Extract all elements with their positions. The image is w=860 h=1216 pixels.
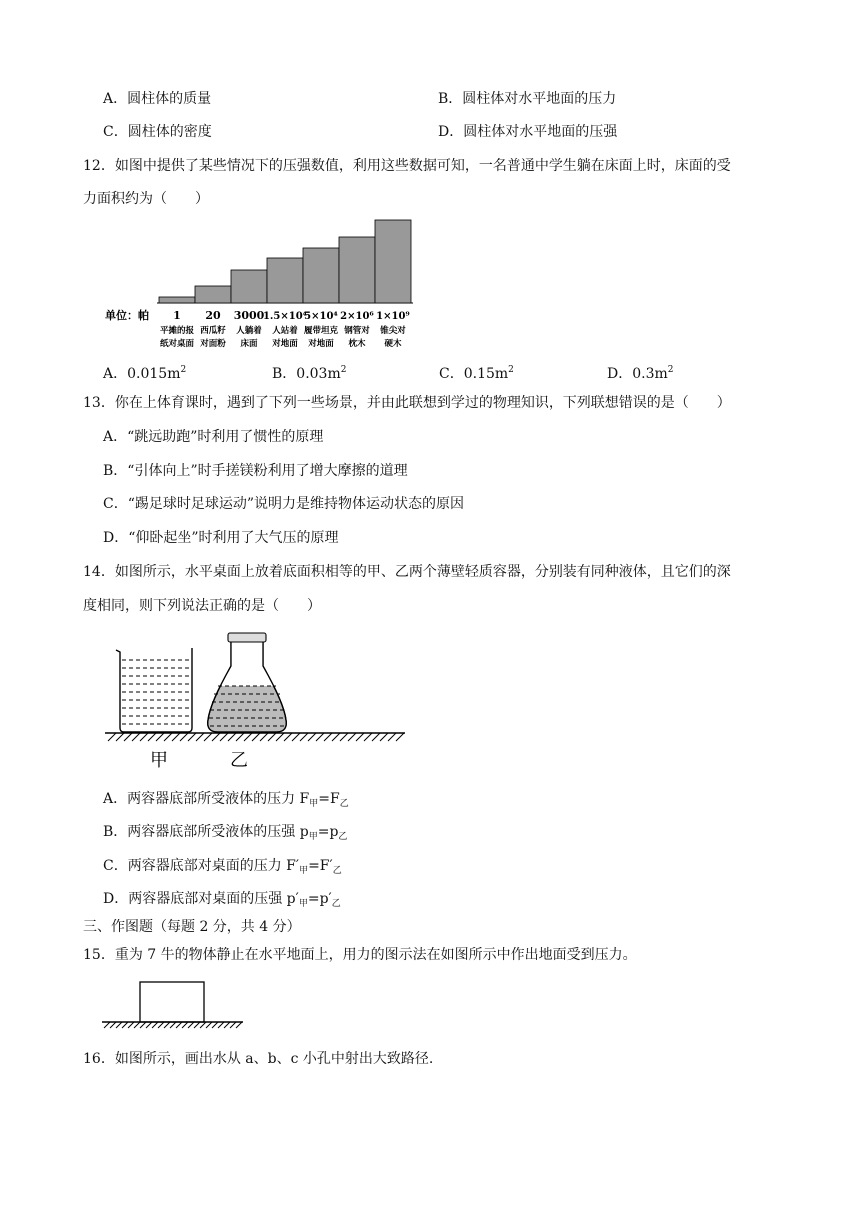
chart-bar-3 [231,270,267,303]
chart-label-3b: 床面 [240,339,258,349]
q14-stem-line1: 14．如图所示，水平桌面上放着底面积相等的甲、乙两个薄壁轻质容器，分别装有同种液体，且它们的深 [83,564,731,580]
chart-value-1: 1 [173,309,181,322]
q13-option-d: D．“仰卧起坐”时利用了大气压的原理 [103,530,339,546]
chart-value-6: 2×10⁶ [340,311,374,322]
chart-value-5: 5×10⁴ [304,311,338,322]
chart-label-7b: 硬木 [384,339,402,349]
q12-stem-line2: 力面积约为（ ） [83,191,209,207]
chart-bar-5 [303,248,339,303]
beaker-jia [116,648,192,732]
q14-option-a: A．两容器底部所受液体的压力 $F_甲=F_乙$ [103,791,349,809]
chart-bar-4 [267,258,303,303]
label-jia: 甲 [150,750,168,771]
chart-label-6a: 钢管对 [344,326,370,336]
chart-label-3a: 人躺着 [236,326,262,336]
chart-label-5b: 对地面 [308,339,334,349]
chart-label-4a: 人站着 [272,326,298,336]
block [140,982,204,1022]
chart-value-4: 1.5×10⁴ [262,311,308,322]
chart-label-2a: 西瓜籽 [200,326,226,336]
q11-option-c: C．圆柱体的密度 [103,124,212,140]
ground-hatching [104,1022,242,1028]
q11-option-a: A．圆柱体的质量 [103,91,212,107]
q14-option-b: B．两容器底部所受液体的压强 $p_甲=p_乙$ [103,824,348,842]
chart-bar-6 [339,237,375,303]
chart-value-7: 1×10⁹ [376,311,410,322]
flask-yi [208,633,287,732]
q11-option-b: B．圆柱体对水平地面的压力 [438,91,617,107]
chart-label-5a: 履带坦克 [303,326,339,336]
q13-option-b: B．“引体向上”时手搓镁粉利用了增大摩擦的道理 [103,463,408,479]
q15-stem: 15．重为 7 牛的物体静止在水平地面上，用力的图示法在如图所示中作出地面受到压力。 [83,947,637,963]
q16-stem: 16．如图所示，画出水从 a、b、c 小孔中射出大致路径. [83,1051,434,1067]
block-on-ground-figure [100,978,250,1030]
chart-label-4b: 对地面 [272,339,298,349]
q13-option-c: C．“踢足球时足球运动”说明力是维持物体运动状态的原因 [103,496,465,512]
q13-stem: 13．你在上体育课时，遇到了下列一些场景，并由此联想到学过的物理知识，下列联想错误的是（ ） [83,395,731,411]
chart-label-1a: 平摊的报 [159,326,195,336]
chart-unit-label: 单位：帕 [105,309,149,322]
q14-stem-line2: 度相同，则下列说法正确的是（ ） [83,598,321,614]
label-yi: 乙 [230,750,248,771]
containers-figure [100,628,420,778]
q12-option-c: C．$0.15m^2$ [439,365,514,382]
q12-option-b: B．$0.03m^2$ [272,365,347,382]
section-3-title: 三、作图题（每题 2 分，共 4 分） [83,919,301,935]
chart-value-2: 20 [205,309,221,322]
pressure-chart [95,212,425,352]
table-hatching [108,733,404,741]
chart-label-2b: 对面粉 [200,339,226,349]
q13-option-a: A．“跳远助跑”时利用了惯性的原理 [103,429,324,445]
q12-option-d: D．$0.3m^2$ [607,365,674,382]
chart-bar-2 [195,286,231,303]
q12-stem-line1: 12．如图中提供了某些情况下的压强数值，利用这些数据可知，一名普通中学生躺在床面上时，床面的受 [83,158,731,174]
chart-label-1b: 纸对桌面 [159,339,195,349]
q12-option-a: A．$0.015m^2$ [103,365,187,382]
chart-label-7a: 锥尖对 [380,326,406,336]
q14-option-c: C．两容器底部对桌面的压力 $F'_甲=F'_乙$ [103,858,342,876]
chart-label-6b: 枕木 [348,339,366,349]
q14-option-d: D．两容器底部对桌面的压强 $p'_甲=p'_乙$ [103,891,341,909]
chart-value-3: 3000 [233,309,265,322]
chart-bar-1 [159,297,195,303]
q11-option-d: D．圆柱体对水平地面的压强 [438,124,618,140]
chart-bar-7 [375,220,411,303]
